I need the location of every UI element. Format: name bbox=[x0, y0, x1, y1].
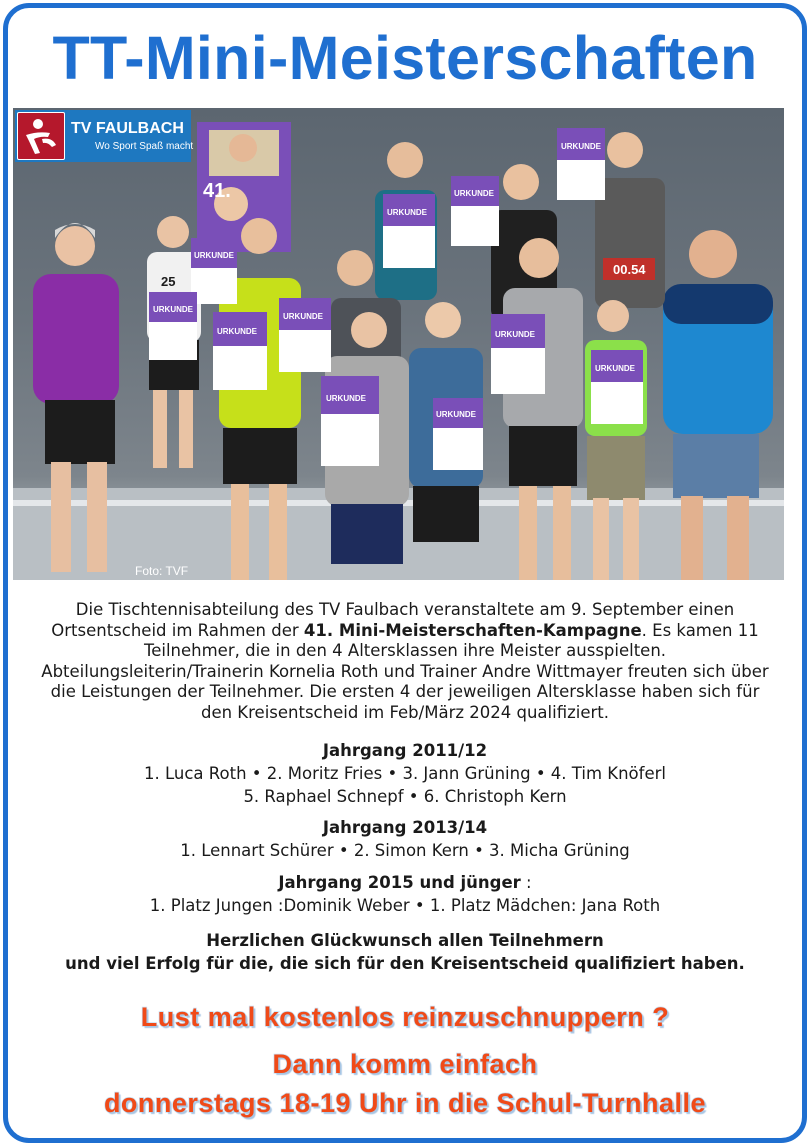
group-heading-2011-12: Jahrgang 2011/12 bbox=[322, 741, 488, 760]
certificate-label: URKUNDE bbox=[454, 189, 494, 198]
group-photo-illustration bbox=[13, 108, 784, 580]
photo-credit: Foto: TVF bbox=[135, 564, 189, 578]
shirt-number: 25 bbox=[161, 274, 176, 289]
group-photo bbox=[13, 108, 784, 580]
certificate-label: URKUNDE bbox=[153, 305, 193, 314]
club-emblem-icon bbox=[17, 112, 65, 160]
cta-headline: Lust mal kostenlos reinzuschnuppern ? bbox=[140, 1002, 670, 1032]
intro-text-start: Die Tischtennisabteilung des TV Faulbach veranstaltete am 9. September einen Ortsentscheid im Rahmen der bbox=[51, 600, 735, 640]
group-heading-2015: Jahrgang 2015 und jünger : bbox=[278, 873, 532, 892]
certificate-label: URKUNDE bbox=[326, 394, 366, 403]
club-logo-badge bbox=[15, 110, 194, 162]
page-title: TT-Mini-Meisterschaften bbox=[52, 24, 758, 92]
congrats-line-2: und viel Erfolg für die, die sich für den Kreisentscheid qualifiziert haben. bbox=[65, 954, 745, 973]
certificate-label: URKUNDE bbox=[561, 142, 601, 151]
certificate-label: URKUNDE bbox=[387, 208, 427, 217]
club-name: TV FAULBACH bbox=[71, 120, 184, 137]
certificate-label: URKUNDE bbox=[495, 330, 535, 339]
certificate-label: URKUNDE bbox=[217, 327, 257, 336]
congrats-line-1: Herzlichen Glückwunsch allen Teilnehmern bbox=[206, 931, 604, 950]
group-heading-2013-14: Jahrgang 2013/14 bbox=[322, 818, 488, 837]
shirt-number-back: 00.54 bbox=[613, 262, 646, 277]
intro-text-end: . Es kamen 11 Teilnehmer, die in den 4 Altersklassen ihre Meister ausspielten. Abteilungsleiterin/Trainerin Kornelia Roth und Trainer Andre Wittmayer freuten sich über die Leistungen der Teilnehmer. Die ersten 4 der jeweiligen Altersklasse haben sich für den Kreisentscheid im Feb/März 2024 qualifiziert. bbox=[41, 620, 769, 722]
certificate-label: URKUNDE bbox=[436, 410, 476, 419]
group-results-line: 1. Platz Jungen :Dominik Weber • 1. Platz Mädchen: Jana Roth bbox=[149, 896, 661, 915]
certificate-label: URKUNDE bbox=[595, 364, 635, 373]
intro-paragraph bbox=[40, 600, 770, 723]
cta-line-3: donnerstags 18-19 Uhr in die Schul-Turnhalle bbox=[103, 1088, 707, 1118]
certificate-label: URKUNDE bbox=[194, 251, 234, 260]
group-results-line: 1. Lennart Schürer • 2. Simon Kern • 3. Micha Grüning bbox=[180, 841, 630, 860]
club-slogan: Wo Sport Spaß macht bbox=[95, 141, 194, 152]
cta-line-2: Dann komm einfach bbox=[272, 1049, 538, 1079]
certificate-label: URKUNDE bbox=[283, 312, 323, 321]
group-results-line: 1. Luca Roth • 2. Moritz Fries • 3. Jann Grüning • 4. Tim Knöferl bbox=[144, 764, 666, 783]
group-results-line: 5. Raphael Schnepf • 6. Christoph Kern bbox=[243, 787, 567, 806]
poster-edition: 41. bbox=[203, 180, 231, 202]
campaign-name: 41. Mini-Meisterschaften-Kampagne bbox=[303, 620, 642, 640]
